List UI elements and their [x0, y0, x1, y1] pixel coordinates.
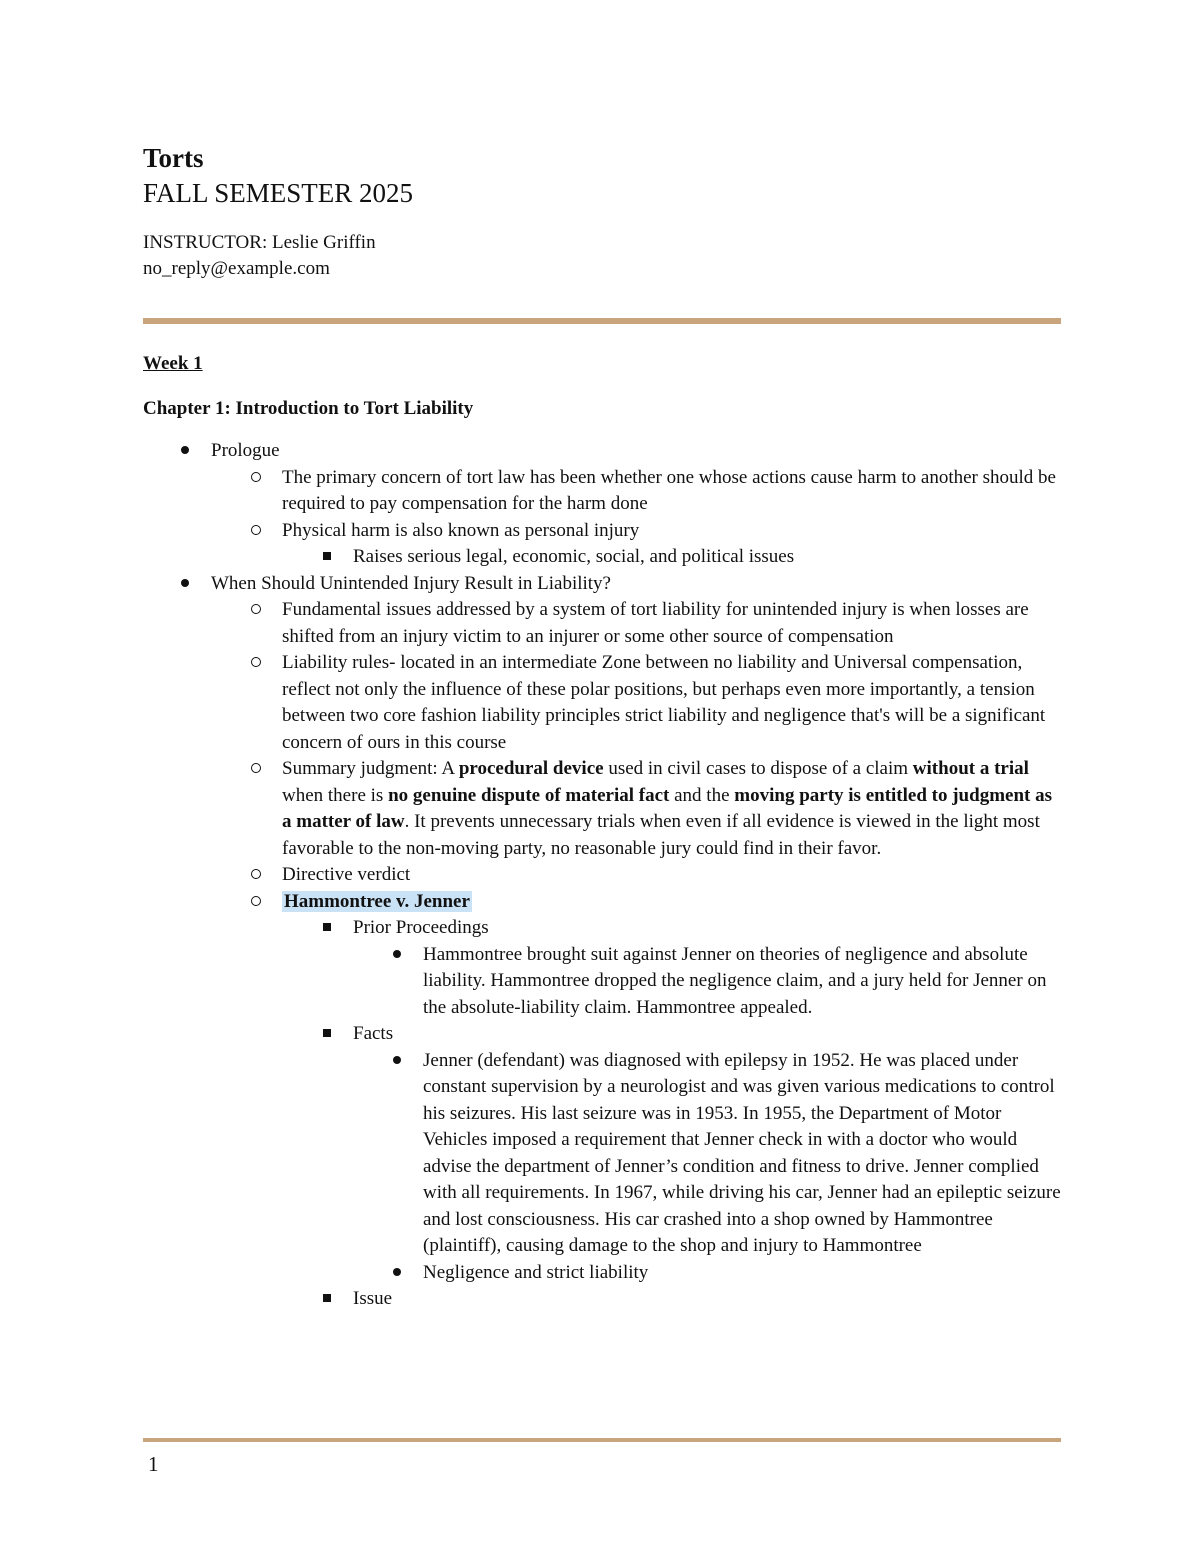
list-item-text: Issue: [353, 1288, 393, 1309]
filled-bullet-icon: [387, 1048, 407, 1075]
hollow-bullet-icon: [246, 597, 266, 624]
list-item: [143, 1021, 1063, 1048]
case-name-container: [282, 889, 1063, 916]
hollow-bullet-icon: [246, 465, 266, 492]
instructor-email: no_reply@example.com: [143, 258, 330, 279]
filled-bullet-icon: [175, 571, 195, 598]
list-item-text: Liability rules- located in an intermediate Zone between no liability and Universal compensation, reflect not only the influence of these polar positions, but perhaps even more importantly, a tension between two core fashion liability principles strict liability and negligence that's will be a significant concern of ours in this course: [282, 652, 1046, 753]
list-item: [143, 1286, 1063, 1313]
list-item: [143, 544, 1063, 571]
week-heading: Week 1: [143, 353, 203, 374]
list-item-text: Physical harm is also known as personal injury: [282, 519, 640, 541]
hollow-bullet-icon: [246, 862, 266, 889]
list-item-text: Prologue: [211, 440, 280, 461]
document-body: [143, 350, 1063, 1313]
square-bullet-icon: [317, 1286, 337, 1313]
list-item: [143, 650, 1063, 756]
hollow-bullet-icon: [246, 650, 266, 677]
filled-bullet-icon: [387, 942, 407, 969]
list-item-text: Negligence and strict liability: [423, 1261, 649, 1283]
list-item-text: Facts: [353, 1023, 394, 1044]
page-number: 1: [148, 1452, 159, 1476]
case-name-highlight: Hammontree v. Jenner: [284, 890, 470, 912]
list-item: [143, 862, 1063, 889]
list-item-text: Prior Proceedings: [353, 917, 489, 938]
list-item: [143, 756, 1063, 862]
square-bullet-icon: [317, 915, 337, 942]
list-item: [143, 518, 1063, 545]
filled-bullet-icon: [387, 1260, 407, 1287]
document-title: Torts: [143, 143, 204, 173]
hollow-bullet-icon: [246, 889, 266, 916]
chapter-heading: Chapter 1: Introduction to Tort Liability: [143, 398, 474, 419]
summary-judgment-text: Summary judgment: A procedural device used in civil cases to dispose of a claim without a trial when there is no genuine dispute of material fact and the moving party is entitled to judgment as a matter of law. It prevents unnecessary trials when even if all evidence is viewed in the light most favorable to the non-moving party, no reasonable jury could find in their favor.: [282, 758, 1052, 859]
list-item: [143, 465, 1063, 518]
list-item: [143, 597, 1063, 650]
list-item: [143, 1260, 1063, 1287]
hollow-bullet-icon: [246, 518, 266, 545]
list-item: [143, 915, 1063, 942]
list-item: [143, 889, 1063, 916]
list-item: [143, 438, 1063, 465]
square-bullet-icon: [317, 544, 337, 571]
list-item: [143, 1048, 1063, 1260]
list-item-text: Hammontree brought suit against Jenner on theories of negligence and absolute liability. Hammontree dropped the negligence claim, and a jury held for Jenner on the absolute-liability claim. Hammontree appealed.: [423, 943, 1047, 1018]
list-item-text: Directive verdict: [282, 864, 411, 885]
square-bullet-icon: [317, 1021, 337, 1048]
list-item-text: Raises serious legal, economic, social, and political issues: [353, 546, 795, 567]
outline-list: [143, 438, 1063, 1313]
list-item-text: When Should Unintended Injury Result in Liability?: [211, 572, 611, 594]
instructor-line: INSTRUCTOR: Leslie Griffin: [143, 232, 376, 253]
semester-subtitle: FALL SEMESTER 2025: [143, 178, 414, 208]
list-item-text: Jenner (defendant) was diagnosed with epilepsy in 1952. He was placed under constant supervision by a neurologist and was given various medications to control his seizures. His last seizure was in 1953. In 1955, the Department of Motor Vehicles imposed a requirement that Jenner check in with a doctor who would advise the department of Jenner’s condition and fitness to drive. Jenner complied with all requirements. In 1967, while driving his car, Jenner had an epileptic seizure and lost consciousness. His car crashed into a shop owned by Hammontree (plaintiff), causing damage to the shop and injury to Hammontree: [423, 1049, 1061, 1256]
list-item: [143, 571, 1063, 598]
list-item-text: Fundamental issues addressed by a system of tort liability for unintended injury is when losses are shifted from an injury victim to an injurer or some other source of compensation: [282, 599, 1029, 647]
hollow-bullet-icon: [246, 756, 266, 783]
filled-bullet-icon: [175, 438, 195, 465]
header-divider: [143, 318, 1061, 324]
list-item: [143, 942, 1063, 1022]
footer-divider: [143, 1438, 1061, 1442]
document-header: [143, 140, 1063, 282]
list-item-text: The primary concern of tort law has been whether one whose actions cause harm to another should be required to pay compensation for the harm done: [282, 466, 1056, 514]
